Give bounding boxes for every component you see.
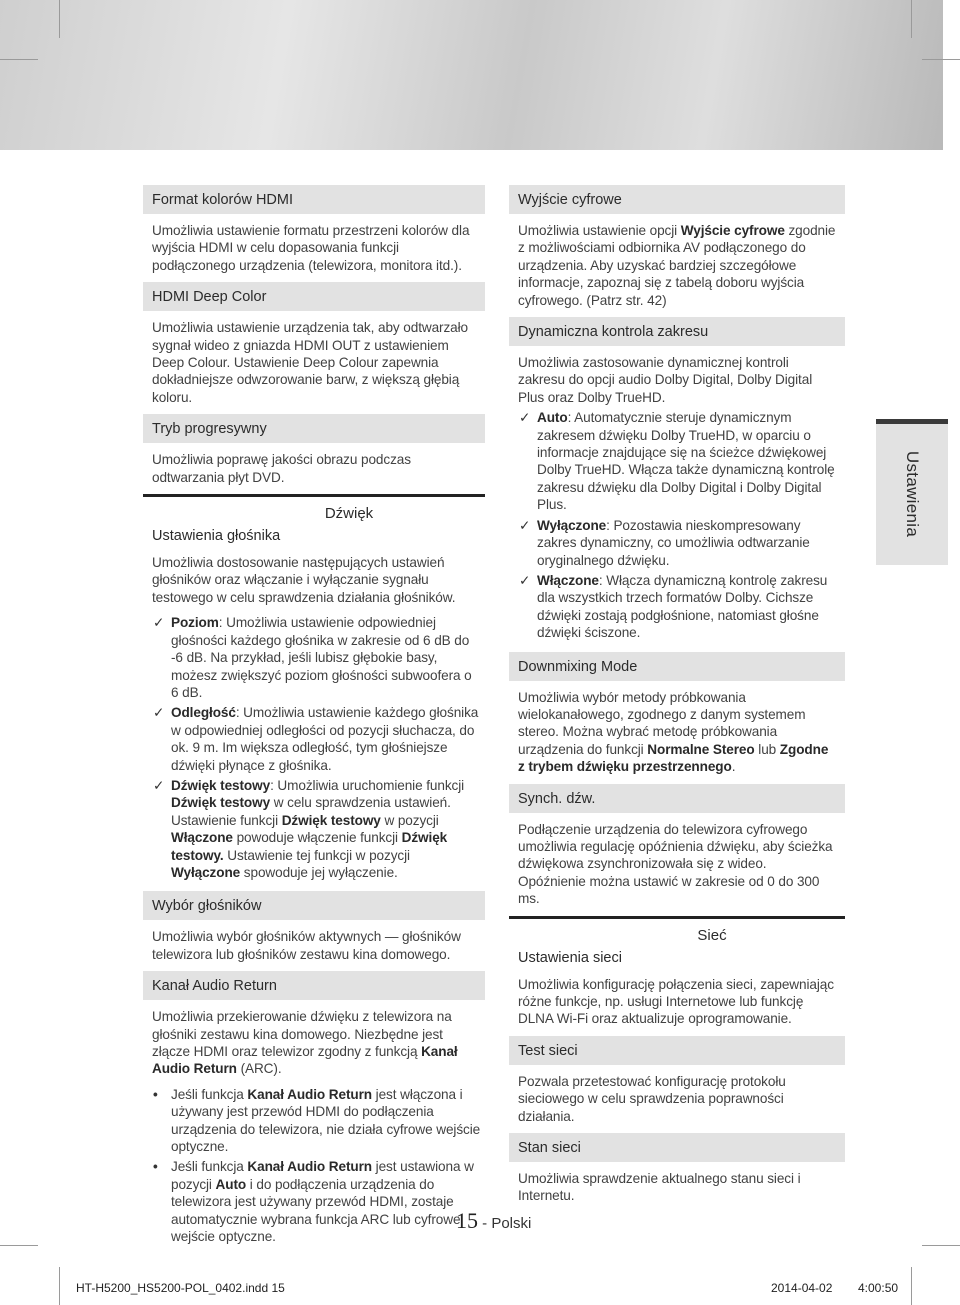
section-header-audio-return: Kanał Audio Return bbox=[143, 971, 485, 1000]
crop-mark bbox=[911, 0, 912, 38]
text-run: (ARC). bbox=[236, 1061, 282, 1077]
option-ref: Włączone bbox=[171, 830, 233, 846]
option-desc: : Umożliwia uruchomienie funkcji bbox=[270, 777, 465, 793]
list-item bbox=[143, 614, 485, 701]
header-margin bbox=[943, 0, 960, 150]
option-desc: : Umożliwia ustawienie odpowiedniej głośności każdego głośnika w zakresie od 6 dB do -6 dB. Na przykład, jeśli lubisz głębokie basy, możesz zwiększyć poziom głośności subwoofera o 6 dB. bbox=[171, 615, 472, 700]
option-desc: : Włącza dynamiczną kontrolę zakresu dla wszystkich trzech formatów Dolby. Cichsze dźwięki zostają podgłośnione, natomiast głośne dźwięki ściszone. bbox=[537, 572, 828, 641]
crop-mark bbox=[911, 1267, 912, 1305]
list-item bbox=[509, 409, 845, 513]
text-run: Umożliwia wybór metody próbkowania wielokanałowego, zgodnego z danym systemem stereo. Można wybrać metodę próbkowania urządzenia do funkcji bbox=[518, 689, 806, 757]
list-item bbox=[143, 704, 485, 774]
option-ref: Wyjście cyfrowe bbox=[680, 223, 785, 238]
section-header-audio-sync: Synch. dźw. bbox=[509, 784, 845, 813]
network-section-header bbox=[509, 916, 845, 966]
option-name: Wyłączone bbox=[537, 517, 607, 533]
option-ref: Kanał Audio Return bbox=[152, 1044, 458, 1077]
option-ref: Wyłączone bbox=[171, 864, 241, 880]
crop-mark bbox=[922, 1245, 960, 1246]
text-run: Umożliwia przekierowanie dźwięku z telewizora na głośniki zestawu kina domowego. Niezbędne jest złącze HDMI oraz telewizor zgodny z funkcją bbox=[152, 1009, 452, 1059]
network-status-text: Umożliwia sprawdzenie aktualnego stanu sieci i Internetu. bbox=[518, 1171, 801, 1204]
bullet-icon: • bbox=[153, 1086, 158, 1102]
side-tab bbox=[876, 419, 948, 565]
audio-sync-text: Podłączenie urządzenia do telewizora cyfrowego umożliwia regulację opóźnienia dźwięku, aby ścieżka dźwiękowa zsynchronizowała się z wideo. Opóźnienie można ustawić w zakresie od 0 do 300 ms. bbox=[518, 821, 833, 907]
section-header-speaker-select: Wybór głośników bbox=[143, 891, 485, 920]
crop-mark bbox=[0, 59, 38, 60]
section-header-hdmi-deep-color: HDMI Deep Color bbox=[143, 282, 485, 311]
text-run: . bbox=[731, 759, 736, 775]
option-desc: w pozycji bbox=[380, 812, 439, 828]
option-ref: Dźwięk testowy bbox=[281, 812, 381, 828]
option-ref: Normalne Stereo bbox=[647, 741, 755, 757]
crop-mark bbox=[59, 0, 60, 38]
section-header-network-status: Stan sieci bbox=[509, 1133, 845, 1162]
hdmi-color-format-text: Umożliwia ustawienie formatu przestrzeni kolorów dla wyjścia HDMI w celu dopasowania funkcji podłączonego urządzenia (telewizora, monitora itd.). bbox=[152, 223, 470, 273]
section-header-progressive: Tryb progresywny bbox=[143, 414, 485, 443]
sound-section-title: Dźwięk bbox=[324, 505, 374, 523]
check-mark-icon: ✓ bbox=[153, 777, 165, 793]
check-mark-icon: ✓ bbox=[519, 517, 531, 533]
text-run: Jeśli funkcja bbox=[171, 1086, 248, 1102]
option-ref: Dźwięk testowy. bbox=[171, 830, 448, 863]
option-name: Odległość bbox=[171, 705, 236, 721]
text-run: i do podłączenia urządzenia do telewizora jest używany przewód HDMI, zostaje automatycznie wybrana funkcja ARC lub cyfrowe wejście optyczne. bbox=[171, 1176, 461, 1245]
hdmi-deep-color-text: Umożliwia ustawienie urządzenia tak, aby odtwarzało sygnał wideo z gniazda HDMI OUT z ustawieniem Deep Colour. Ustawienie Deep Colour zapewnia dokładniejsze odwzorowanie barw, z większą głębią koloru. bbox=[152, 320, 469, 405]
section-header-downmix: Downmixing Mode bbox=[509, 652, 845, 681]
network-section-title: Sieć bbox=[697, 926, 727, 944]
page-number-value: 15 bbox=[456, 1208, 478, 1233]
bullet-icon: • bbox=[153, 1159, 158, 1175]
option-desc: : Umożliwia ustawienie każdego głośnika w odpowiedniej odległości od pozycji słuchacza, do ok. 9 m. Im większa odległość, tym głośniejsze dźwięki płynące z głośnika. bbox=[171, 705, 479, 773]
option-name: Dźwięk testowy bbox=[171, 777, 271, 793]
option-name: Auto bbox=[537, 410, 568, 426]
option-ref: Dźwięk testowy bbox=[171, 795, 271, 811]
option-ref: Kanał Audio Return bbox=[247, 1086, 372, 1102]
page-number bbox=[456, 1208, 531, 1234]
option-desc: w celu sprawdzenia ustawień. Ustawienie funkcji bbox=[171, 795, 451, 828]
audio-return-text bbox=[143, 1008, 485, 1078]
speaker-settings-title: Ustawienia głośnika bbox=[152, 528, 281, 545]
text-run: jest ustawiona w pozycji bbox=[171, 1159, 474, 1192]
list-item bbox=[143, 1086, 485, 1156]
list-item bbox=[509, 572, 845, 642]
section-header-network-test: Test sieci bbox=[509, 1036, 845, 1065]
option-ref: Auto bbox=[215, 1176, 247, 1192]
section-header-hdmi-color-format: Format kolorów HDMI bbox=[143, 185, 485, 214]
section-header-digital-out: Wyjście cyfrowe bbox=[509, 185, 845, 214]
speaker-select-text: Umożliwia wybór głośników aktywnych — głośników telewizora lub głośników zestawu kina domowego. bbox=[152, 929, 461, 962]
text-run: jest włączona i używany jest przewód HDMI do podłączenia urządzenia do telewizora, nie działa cyfrowe wejście optyczne. bbox=[171, 1086, 481, 1155]
network-settings-text: Umożliwia konfigurację połączenia sieci, zapewniając różne funkcje, np. usługi Internetowe lub funkcję DLNA Wi-Fi oraz aktualizuje oprogramowanie. bbox=[518, 976, 834, 1027]
right-column bbox=[509, 185, 845, 1213]
list-item bbox=[509, 517, 845, 569]
list-item bbox=[143, 777, 485, 881]
option-ref: Zgodne z trybem dźwięku przestrzennego bbox=[518, 741, 829, 775]
option-name: Włączone bbox=[537, 572, 599, 588]
footer-date: 2014-04-02 bbox=[771, 1281, 833, 1295]
downmix-text bbox=[509, 689, 845, 776]
network-settings-title: Ustawienia sieci bbox=[518, 949, 622, 966]
text-run: zgodnie z możliwościami odbiornika AV podłączonego do urządzenia. Aby uzyskać bardziej szczegółowe informacje, zapoznaj się z tabelą doboru wyjścia cyfrowego. (Patrz str. 42) bbox=[518, 223, 836, 308]
progressive-text: Umożliwia poprawę jakości obrazu podczas odtwarzania płyt DVD. bbox=[152, 452, 411, 485]
check-mark-icon: ✓ bbox=[153, 705, 165, 721]
crop-mark bbox=[922, 59, 960, 60]
text-run: lub bbox=[754, 741, 780, 757]
text-run: Jeśli funkcja bbox=[171, 1159, 248, 1175]
option-desc: : Automatycznie steruje dynamicznym zakresem dźwięku Dolby TrueHD, w oparciu o informacje znajdujące się na ścieżce dźwiękowej Dolby TrueHD. Włącza także dynamiczną kontrolę zakresu dźwięku dla Dolby Digital i Dolby Digital Plus. bbox=[537, 410, 835, 513]
left-column bbox=[143, 185, 485, 1248]
check-mark-icon: ✓ bbox=[519, 410, 531, 426]
network-test-text: Pozwala przetestować konfigurację protokołu sieciowego w celu sprawdzenia poprawności działania. bbox=[518, 1073, 786, 1124]
option-ref: Kanał Audio Return bbox=[247, 1159, 372, 1175]
crop-mark bbox=[59, 1267, 60, 1305]
section-header-drc: Dynamiczna kontrola zakresu bbox=[509, 317, 845, 346]
check-mark-icon: ✓ bbox=[153, 615, 165, 631]
option-desc: powoduje włączenie funkcji bbox=[232, 830, 402, 846]
side-tab-label: Ustawienia bbox=[903, 450, 922, 538]
drc-text: Umożliwia zastosowanie dynamicznej kontroli zakresu do opcji audio Dolby Digital, Dolby Digital Plus oraz Dolby TrueHD. bbox=[518, 355, 813, 405]
option-desc: Ustawienie tej funkcji w pozycji bbox=[223, 847, 410, 863]
digital-out-text bbox=[509, 222, 845, 309]
option-desc: : Pozostawia nieskompresowany zakres dynamiczny, co umożliwia odtwarzanie oryginalnego dźwięku. bbox=[537, 517, 810, 568]
page-language: - Polski bbox=[482, 1215, 532, 1232]
check-mark-icon: ✓ bbox=[519, 572, 531, 588]
footer-file: HT-H5200_HS5200-POL_0402.indd 15 bbox=[76, 1281, 285, 1295]
option-name: Poziom bbox=[171, 615, 219, 631]
header-banner bbox=[0, 0, 943, 150]
speaker-settings-text: Umożliwia dostosowanie następujących ustawień głośników oraz włączanie i wyłączanie sygnału testowego w celu sprawdzenia działania głośników. bbox=[152, 555, 456, 605]
list-item bbox=[143, 1158, 485, 1245]
sound-section-header bbox=[143, 494, 485, 544]
footer-time: 4:00:50 bbox=[858, 1281, 899, 1295]
option-desc: spowoduje jej wyłączenie. bbox=[240, 864, 398, 880]
text-run: Umożliwia ustawienie opcji bbox=[518, 223, 681, 238]
crop-mark bbox=[0, 1245, 38, 1246]
